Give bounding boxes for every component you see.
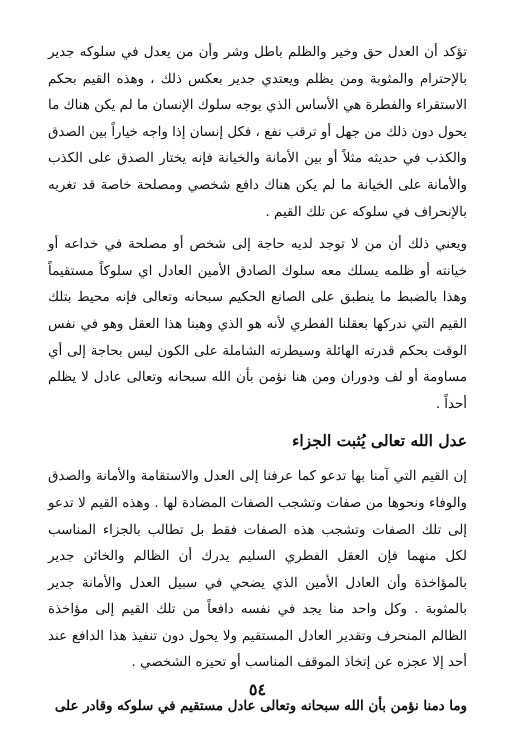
paragraph-1: تؤكد أن العدل حق وخير والظلم باطل وشر وأن من يعدل في سلوكه جدير بالإحترام والمثوبة ومن يظلم ويعتدي جدير بعكس ذلك ، وهذه القيم بحكم الاستقراء والفطرة هي الأساس الذي يوجه سلوك الإنسان ما لم يكن هناك ما يحول دون ذلك من جهل أو ترقب نفع ، فكل إنسان إذا واجه خياراً بين الصدق والكذب في حديثه مثلاً أو بين الأمانة والخيانة فإنه يختار الصدق على الكذب والأمانة على الخيانة ما لم يكن هناك دافع شخصي ومصلحة خاصة قد تغريه بالإنحراف في سلوكه عن تلك القيم . [48, 45, 467, 220]
page-number: ٥٤ [248, 680, 267, 699]
paragraph-2: ويعني ذلك أن من لا توجد لديه حاجة إلى شخص أو مصلحة في خداعه أو خيانته أو ظلمه يسلك معه سلوك الصادق الأمين العادل اي سلوكاً مستقيماً وهذا بالضبط ما ينطبق على الصانع الحكيم سبحانه وتعالى فإنه محيط بتلك القيم التي ندركها بعقلنا الفطري لأنه هو الذي وهبنا هذا العقل وهو في نفس الوقت بحكم قدرته الهائلة وسيطرته الشاملة على الكون ليس بحاجة إلى أي مساومة أو لف ودوران ومن هنا نؤمن بأن الله سبحانه وتعالى عادل لا يظلم أحداً . [48, 237, 467, 412]
paragraph-4: وما دمنا نؤمن بأن الله سبحانه وتعالى عادل مستقيم في سلوكه وقادر على [54, 698, 467, 715]
section-heading: عدل الله تعالى يُثبت الجزاء [292, 431, 467, 451]
paragraph-3: إن القيم التي آمنا بها تدعو كما عرفنا إلى العدل والاستقامة والأمانة والصدق والوفاء ونحوها من صفات وتشجب الصفات المضادة لها . وهذه القيم لا تدعو إلى تلك الصفات وتشجب هذه الصفات فقط بل تطالب بالجزاء المناسب لكل منهما فإن العقل الفطري السليم يدرك أن الظالم والخائن جدير بالمؤاخذة وأن العادل الأمين الذي يضحي في سبيل العدل والأمانة جدير بالمثوبة . وكل واحد منا يجد في نفسه دافعاً من تلك القيم إلى مؤاخذة الظالم المنحرف وتقدير العادل المستقيم ولا يحول دون تنفيذ هذا الدافع عند أحد إلا عجزه عن إتخاذ الموقف المناسب أو تحيزه الشخصي . [48, 469, 467, 671]
